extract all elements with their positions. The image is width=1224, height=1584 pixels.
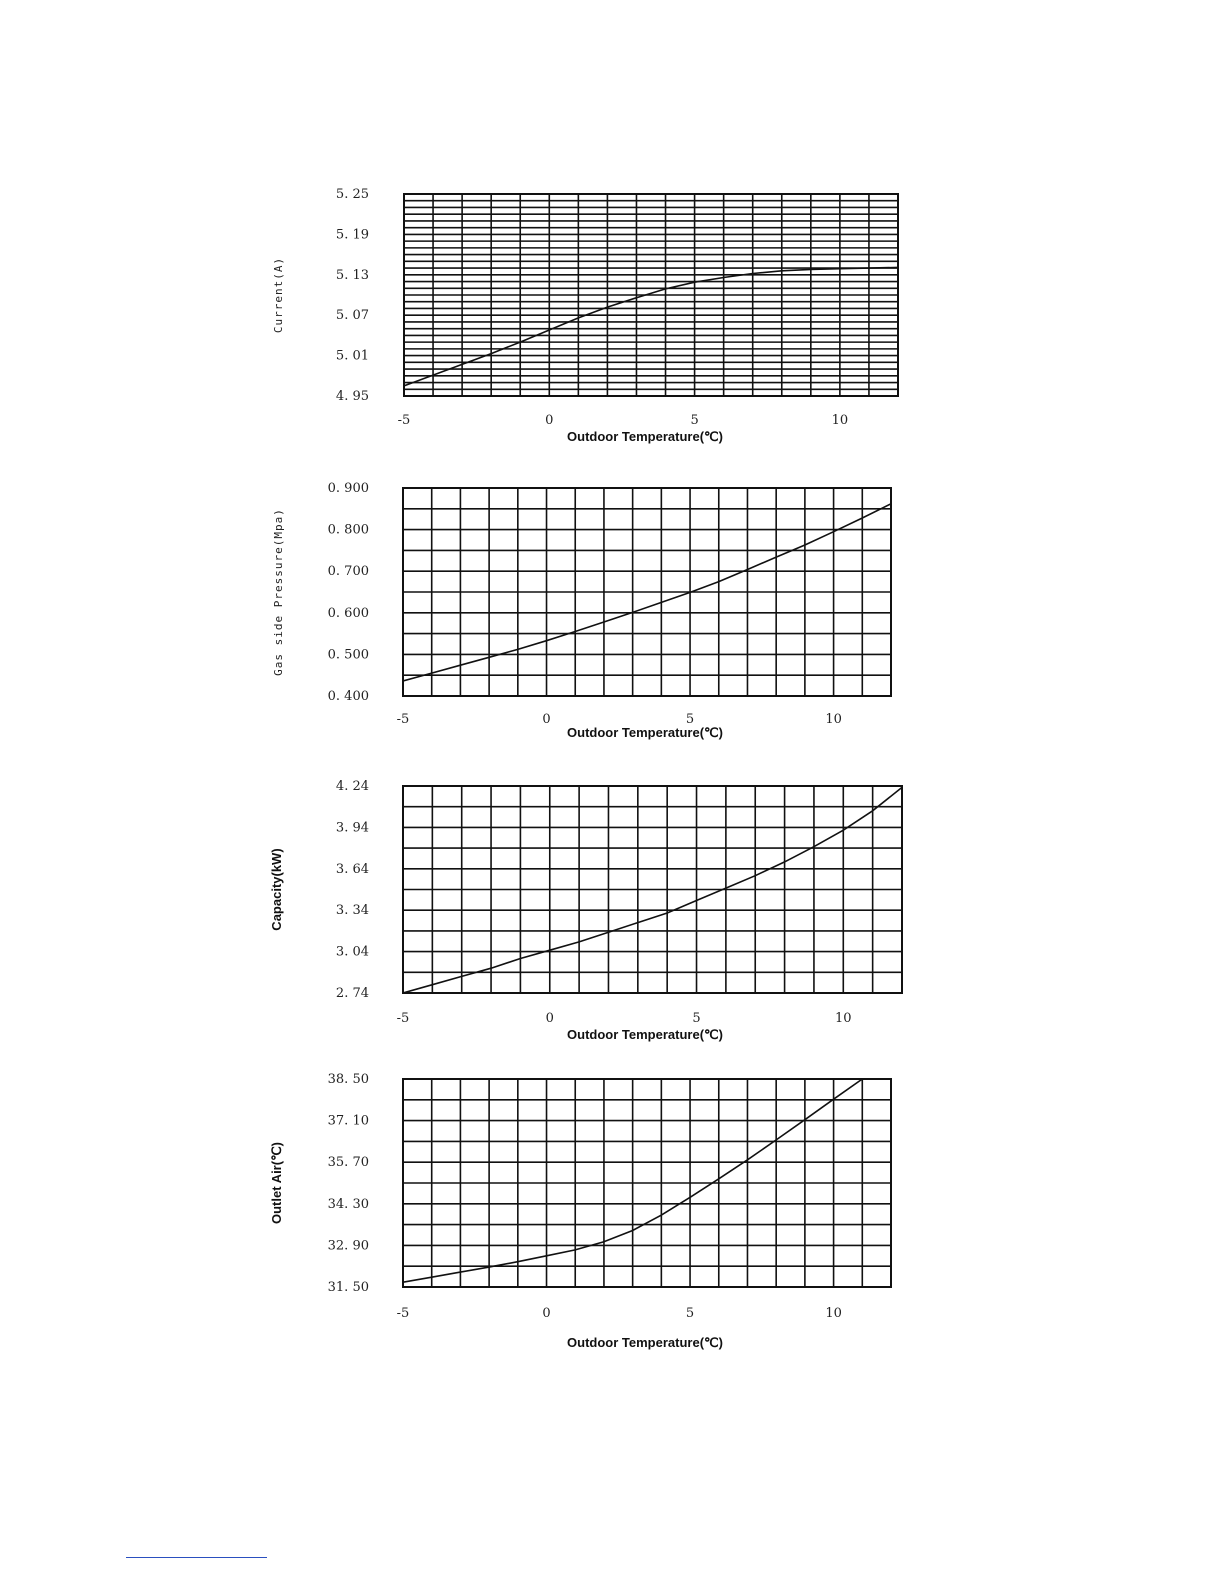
x-tick-label: 0 [545, 1011, 554, 1026]
x-tick-label: 0 [542, 1306, 551, 1321]
y-tick-label: 4. 24 [335, 779, 369, 794]
y-tick-label: 4. 95 [335, 389, 369, 404]
series-line [404, 267, 898, 386]
y-axis-label: Current(A) [272, 256, 285, 334]
y-tick-label: 0. 600 [327, 605, 369, 621]
y-tick-label: 0. 400 [327, 689, 369, 704]
footer-rule [126, 1557, 267, 1558]
y-tick-label: 5. 07 [335, 308, 369, 324]
y-tick-label: 31. 50 [327, 1280, 369, 1295]
x-tick-label: 10 [831, 413, 849, 428]
chart-4 [269, 1060, 891, 1350]
x-tick-label: -5 [396, 1306, 410, 1321]
x-tick-label: 5 [685, 712, 695, 727]
x-axis-label: Outdoor Temperature(℃) [567, 1335, 723, 1350]
y-tick-label: 3. 94 [335, 820, 369, 836]
series-line [403, 1060, 891, 1283]
y-tick-label: 0. 500 [327, 647, 369, 663]
x-axis-label: Outdoor Temperature(℃) [567, 725, 723, 740]
y-axis-label: Gas side Pressure(Mpa) [272, 508, 285, 676]
x-axis-label: Outdoor Temperature(℃) [567, 1027, 723, 1042]
y-tick-label: 5. 01 [335, 348, 369, 364]
y-tick-label: 0. 700 [327, 564, 369, 580]
x-tick-label: 0 [542, 712, 551, 727]
gridlines [404, 194, 898, 396]
chart-3 [269, 779, 902, 1042]
x-tick-label: 5 [690, 413, 699, 428]
y-tick-label: 38. 50 [327, 1072, 369, 1087]
x-axis-label: Outdoor Temperature(℃) [567, 429, 723, 444]
x-tick-label: -5 [396, 712, 410, 727]
y-tick-label: 5. 13 [335, 267, 369, 283]
chart-1 [272, 187, 898, 444]
x-tick-label: 10 [825, 1306, 842, 1321]
y-axis-label: Outlet Air(℃) [269, 1142, 284, 1224]
y-tick-label: 37. 10 [327, 1113, 369, 1129]
gridlines [403, 488, 891, 696]
x-tick-label: -5 [397, 413, 411, 428]
x-tick-label: 5 [685, 1306, 695, 1321]
y-tick-label: 5. 19 [335, 227, 369, 243]
x-tick-label: 10 [835, 1011, 852, 1026]
y-tick-label: 32. 90 [327, 1238, 369, 1254]
y-tick-label: 35. 70 [327, 1155, 369, 1171]
y-tick-label: 34. 30 [327, 1196, 369, 1212]
chart-2 [272, 481, 891, 740]
y-tick-label: 5. 25 [335, 187, 369, 202]
gridlines [403, 786, 902, 993]
y-tick-label: 0. 800 [327, 522, 369, 538]
y-tick-label: 2. 74 [335, 986, 369, 1001]
y-tick-label: 3. 04 [335, 944, 369, 960]
y-tick-label: 3. 64 [335, 861, 369, 877]
x-tick-label: -5 [396, 1011, 410, 1026]
y-tick-label: 0. 900 [327, 481, 369, 496]
x-tick-label: 0 [545, 413, 554, 428]
x-tick-label: 5 [692, 1011, 701, 1026]
y-tick-label: 3. 34 [335, 903, 369, 919]
y-axis-label: Capacity(kW) [269, 848, 284, 931]
x-tick-label: 10 [825, 712, 842, 727]
